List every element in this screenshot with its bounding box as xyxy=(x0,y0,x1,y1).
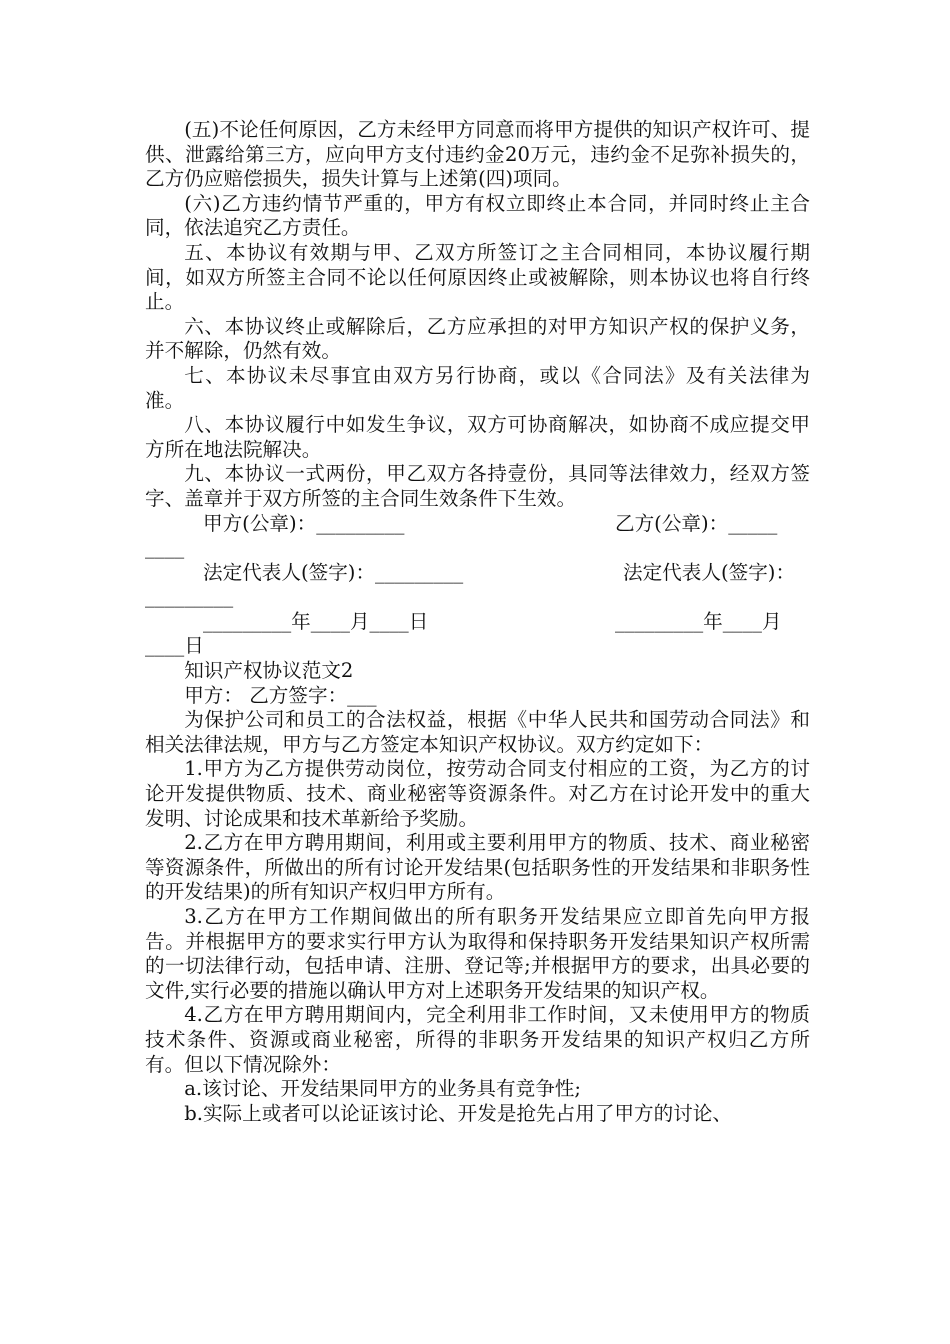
seal-line xyxy=(145,512,810,537)
party-b-date-cont: ____日 xyxy=(145,634,204,658)
rep-line-cont xyxy=(145,585,810,610)
paragraph: (六)乙方违约情节严重的，甲方有权立即终止本合同，并同时终止主合同，依法追究乙方责任。 xyxy=(145,191,810,240)
parties-line: 甲方： 乙方签字：___ xyxy=(184,683,377,707)
party-b-seal-cont: ____ xyxy=(145,536,185,560)
party-a-seal: 甲方(公章)：_________ xyxy=(203,511,405,535)
document-page xyxy=(145,118,810,1126)
paragraph: 2.乙方在甲方聘用期间，利用或主要利用甲方的物质、技术、商业秘密等资源条件，所做出的所有讨论开发结果(包括职务性的开发结果和非职务性的开发结果)的所有知识产权归甲方所有。 xyxy=(145,831,810,904)
party-b-date: _________年____月 xyxy=(615,609,782,633)
paragraph: 3.乙方在甲方工作期间做出的所有职务开发结果应立即首先向甲方报告。并根据甲方的要求实行甲方认为取得和保持职务开发结果知识产权所需的一切法律行动，包括申请、注册、登记等;并根据甲方的要求，出具必要的文件,实行必要的措施以确认甲方对上述职务开发结果的知识产权。 xyxy=(145,905,810,1002)
party-a-date: _________年____月____日 xyxy=(203,609,429,633)
date-line-cont xyxy=(145,634,810,659)
party-b-seal: 乙方(公章)：_____ xyxy=(615,511,778,535)
list-item: b.实际上或者可以论证该讨论、开发是抢先占用了甲方的讨论、 xyxy=(184,1101,732,1125)
paragraph: 4.乙方在甲方聘用期间内，完全利用非工作时间，又未使用甲方的物质技术条件、资源或商业秘密，所得的非职务开发结果的知识产权归乙方所有。但以下情况除外： xyxy=(145,1003,810,1076)
paragraph: 九、本协议一式两份，甲乙双方各持壹份，具同等法律效力，经双方签字、盖章并于双方所签的主合同生效条件下生效。 xyxy=(145,462,810,510)
rep-line xyxy=(145,561,810,586)
party-a-rep: 法定代表人(签字)：_________ xyxy=(203,560,464,584)
list-item: a.该讨论、开发结果同甲方的业务具有竞争性; xyxy=(184,1077,581,1101)
paragraph: 七、本协议未尽事宜由双方另行协商，或以《合同法》及有关法律为准。 xyxy=(145,363,810,412)
party-b-rep: 法定代表人(签字)： xyxy=(623,560,796,584)
paragraph: 六、本协议终止或解除后，乙方应承担的对甲方知识产权的保护义务，并不解除，仍然有效。 xyxy=(145,314,810,363)
paragraph: 八、本协议履行中如发生争议，双方可协商解决，如协商不成应提交甲方所在地法院解决。 xyxy=(145,413,810,461)
paragraph: 五、本协议有效期与甲、乙双方所签订之主合同相同，本协议履行期间，如双方所签主合同不论以任何原因终止或被解除，则本协议也将自行终止。 xyxy=(145,240,810,314)
party-b-rep-cont: _________ xyxy=(145,585,234,609)
paragraph: 为保护公司和员工的合法权益，根据《中华人民共和国劳动合同法》和相关法律法规，甲方与乙方签定本知识产权协议。双方约定如下： xyxy=(145,708,810,756)
section-title: 知识产权协议范文2 xyxy=(184,659,354,683)
paragraph: (五)不论任何原因，乙方未经甲方同意而将甲方提供的知识产权许可、提供、泄露给第三方，应向甲方支付违约金20万元，违约金不足弥补损失的，乙方仍应赔偿损失，损失计算与上述第(四)项同。 xyxy=(145,118,810,191)
seal-line-cont xyxy=(145,536,810,561)
date-line xyxy=(145,610,810,635)
paragraph: 1.甲方为乙方提供劳动岗位，按劳动合同支付相应的工资，为乙方的讨论开发提供物质、技术、商业秘密等资源条件。对乙方在讨论开发中的重大发明、讨论成果和技术革新给予奖励。 xyxy=(145,757,810,830)
